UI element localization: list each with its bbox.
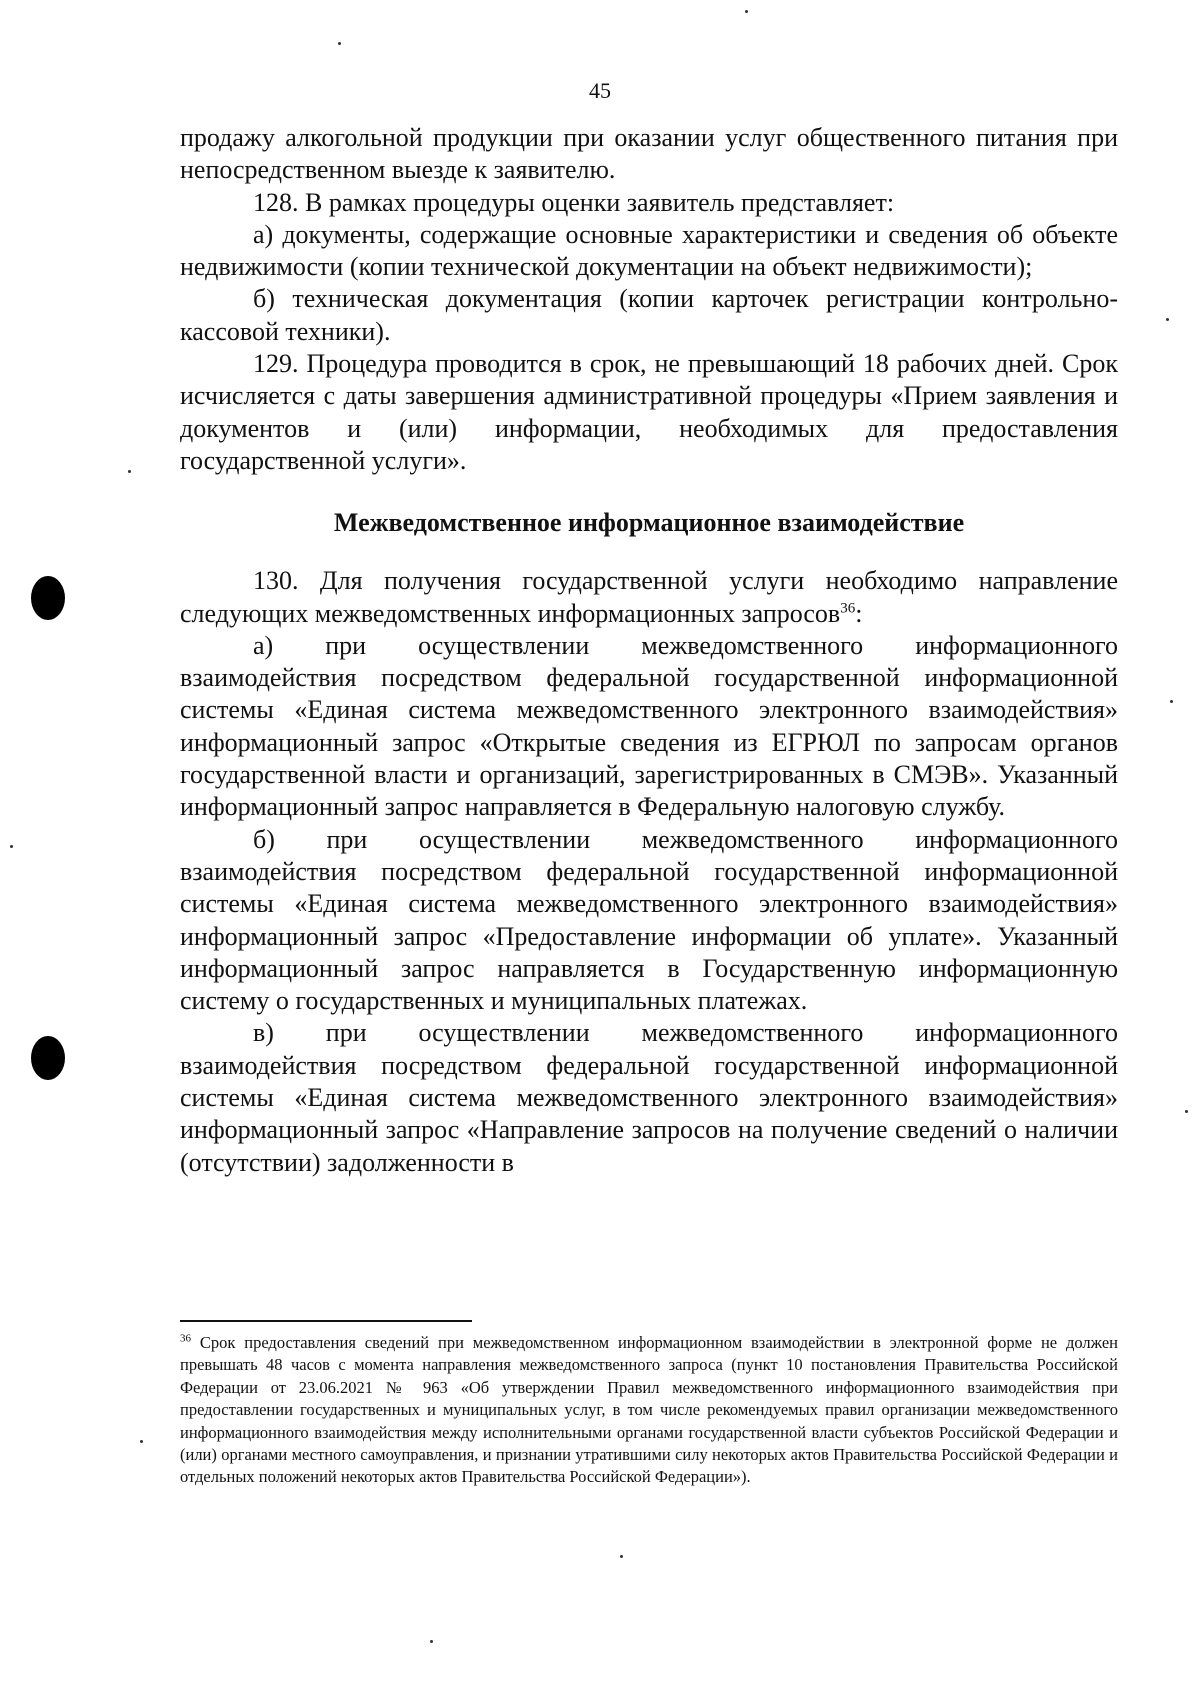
paragraph-128-item-a: а) документы, содержащие основные характеристики и сведения об объекте недвижимости (копии технической документации на объект недвижимости); bbox=[180, 219, 1118, 282]
scan-speck bbox=[128, 470, 131, 473]
paragraph-128-item-b: б) техническая документация (копии карточек регистрации контрольно-кассовой техники). bbox=[180, 284, 1118, 346]
scan-speck bbox=[620, 1555, 623, 1558]
paragraph-130-item-v: в) при осуществлении межведомственного информационного взаимодействия посредством федеральной государственной информационной системы «Единая система межведомственного электронного взаимодействия» информационный запрос «Направление запросов на получение сведений о наличии (отсутствии) задолженности в bbox=[180, 1018, 1118, 1177]
punch-hole-lower bbox=[31, 1036, 65, 1080]
footnote-mark: 36 bbox=[180, 1332, 191, 1345]
page-number: 45 bbox=[589, 78, 611, 103]
scan-speck bbox=[140, 1440, 143, 1443]
punch-hole-upper bbox=[31, 576, 65, 620]
scan-speck bbox=[745, 10, 748, 13]
paragraph-129: 129. Процедура проводится в срок, не превышающий 18 рабочих дней. Срок исчисляется с даты завершения административной процедуры «Прием заявления и документов и (или) информации, необходимых для предоставления государственной услуги». bbox=[180, 349, 1118, 475]
body-text bbox=[180, 122, 1118, 1179]
scan-speck bbox=[338, 42, 341, 45]
scan-speck bbox=[1170, 700, 1173, 703]
paragraph-130-item-a: а) при осуществлении межведомственного информационного взаимодействия посредством федеральной государственной информационной системы «Единая система межведомственного электронного взаимодействия» информационный запрос «Открытые сведения из ЕГРЮЛ по запросам органов государственной власти и организаций, зарегистрированных в СМЭВ». Указанный информационный запрос направляется в Федеральную налоговую службу. bbox=[180, 630, 1118, 822]
scan-speck bbox=[430, 1640, 433, 1643]
paragraph-130-text: 130. Для получения государственной услуги необходимо направление следующих межведомственных информационных запросов bbox=[180, 566, 1118, 628]
paragraph-130-item-b: б) при осуществлении межведомственного информационного взаимодействия посредством федеральной государственной информационной системы «Единая система межведомственного электронного взаимодействия» информационный запрос «Предоставление информации об уплате». Указанный информационный запрос направляется в Государственную информационную систему о государственных и муниципальных платежах. bbox=[180, 824, 1118, 1016]
paragraph-130 bbox=[180, 565, 1118, 630]
footnote-36 bbox=[180, 1332, 1118, 1489]
paragraph-130-tail: : bbox=[855, 598, 863, 628]
scan-speck bbox=[10, 845, 13, 848]
scan-speck bbox=[1185, 1110, 1188, 1113]
footnote-separator bbox=[180, 1320, 472, 1322]
section-heading: Межведомственное информационное взаимодействие bbox=[333, 508, 965, 538]
scan-speck bbox=[1166, 318, 1169, 321]
footnote-text: Срок предоставления сведений при межведомственном информационном взаимодействии в электронной форме не должен превышать 48 часов с момента направления межведомственного запроса (пункт 10 постановления Правительства Российской Федерации от 23.06.2021 № 963 «Об утверждении Правил межведомственного информационного взаимодействия при предоставлении государственных и муниципальных услуг, в том числе рекомендуемых правил организации межведомственного информационного взаимодействия между исполнительными органами государственной власти субъектов Российской Федерации и (или) органами местного самоуправления, и признании утратившими силу некоторых актов Правительства Российской Федерации и отдельных положений некоторых актов Правительства Российской Федерации»). bbox=[180, 1333, 1118, 1487]
paragraph-continuation: продажу алкогольной продукции при оказании услуг общественного питания при непосредственном выезде к заявителю. bbox=[180, 123, 1118, 185]
footnote-ref-36: 36 bbox=[840, 599, 856, 616]
paragraph-128: 128. В рамках процедуры оценки заявитель представляет: bbox=[253, 187, 895, 217]
